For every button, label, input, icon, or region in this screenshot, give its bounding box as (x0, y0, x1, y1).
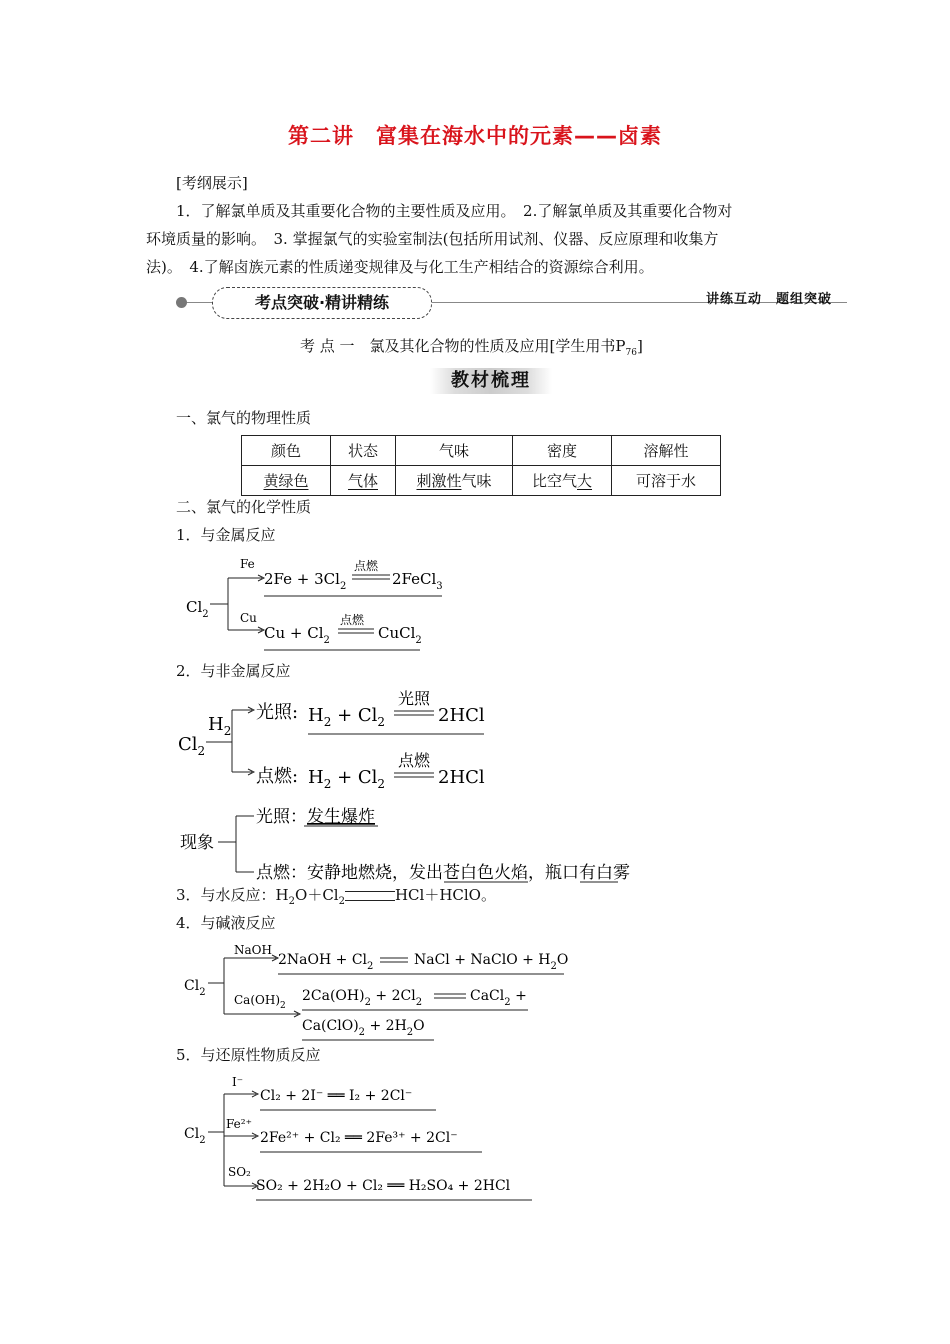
exam-outline-line1: 1．了解氯单质及其重要化合物的主要性质及应用。 2.了解氯单质及其重要化合物对 (176, 202, 733, 220)
reagent-caoh2: $Ca(OH)_2$ (234, 993, 286, 1011)
eq-so2: SO₂ + 2H₂O + Cl₂ ══ H₂SO₄ + 2HCl (256, 1178, 511, 1194)
exam-outline-line2: 环境质量的影响。 3. 掌握氯气的实验室制法(包括所用试剂、仪器、反应原理和收集方 (146, 230, 719, 248)
eq-cu-right: CuCl$_2$ (378, 624, 422, 646)
table-header-row (242, 436, 721, 466)
eq-caoh2-b: CaCl$_2$ + (470, 988, 527, 1008)
reagent-so2: SO₂ (228, 1165, 251, 1179)
eq-light-left: $H_2 + Cl_2$ (308, 705, 386, 729)
table-header: 状态 (331, 436, 396, 466)
phenomenon-light: 光照：发生爆炸 (256, 807, 375, 827)
cond-ignite: 点燃: (256, 766, 299, 787)
eq-fe2: 2Fe²⁺ + Cl₂ ══ 2Fe³⁺ + 2Cl⁻ (260, 1130, 458, 1146)
table-cell: 气体 (331, 466, 396, 496)
table-row (242, 466, 721, 496)
reagent-naoh: NaOH (234, 943, 272, 957)
sub5-heading: 5．与还原性物质反应 (176, 1046, 321, 1064)
cond-light: 光照: (256, 702, 299, 723)
table-cell: 可溶于水 (612, 466, 721, 496)
page-title: 第二讲 富集在海水中的元素——卤素 (288, 124, 662, 148)
eq-caoh2-c: $Ca(ClO)_2 + 2H_2O$ (302, 1018, 425, 1038)
section1-heading: 一、氯气的物理性质 (176, 409, 312, 427)
eq-ignite-left: $H_2 + Cl_2$ (308, 767, 386, 791)
cl2-label: $Cl_2$ (184, 978, 206, 998)
topic-heading: 考 点 一 氯及其化合物的性质及应用[学生用书$P_{76}$] (300, 337, 643, 358)
eq-naoh: 2NaOH + $Cl_2$ (278, 952, 374, 972)
eq-fe-left: $2Fe + 3Cl_2$ (264, 570, 347, 592)
eq-ignite-right: 2HCl (438, 767, 485, 788)
phenomenon-diagram (176, 796, 636, 886)
eq-naoh-right: NaCl + NaClO + $H_2O$ (414, 952, 569, 972)
reducing-reactions-diagram (180, 1072, 560, 1204)
reagent-h2: $H_2$ (208, 714, 232, 738)
reagent-cu: Cu (240, 611, 257, 625)
reagent-fe: Fe (240, 557, 255, 571)
sub2-heading: 2．与非金属反应 (176, 662, 291, 680)
banner-label: 考点突破·精讲精练 (212, 287, 432, 319)
cond-cu: 点燃 (340, 613, 365, 627)
exam-outline-line3: 法)。 4.了解卤族元素的性质递变规律及与化工生产相结合的资源综合利用。 (146, 258, 654, 276)
cond-ignite-top: 点燃 (398, 751, 431, 770)
base-reactions-diagram (180, 938, 580, 1042)
section2-heading: 二、氯气的化学性质 (176, 498, 312, 516)
sub1-heading: 1．与金属反应 (176, 526, 276, 544)
cond-fe: 点燃 (354, 559, 379, 573)
eq-iodide: Cl₂ + 2I⁻ ══ I₂ + 2Cl⁻ (260, 1088, 413, 1104)
physical-properties-table (241, 435, 721, 496)
table-cell: 刺激性气味 (396, 466, 513, 496)
eq-caoh2-a: $2Ca(OH)_2 + 2Cl_2$ (302, 988, 423, 1008)
metal-reactions-diagram (180, 552, 460, 656)
reagent-iodide: I⁻ (232, 1075, 244, 1089)
phenomenon-label: 现象 (180, 833, 214, 853)
eq-cu-left: $Cu + Cl_2$ (264, 624, 330, 646)
cl2-label: $Cl_2$ (184, 1126, 206, 1146)
cl2-label: $Cl_2$ (178, 734, 206, 758)
sub3-water: 3．与水反应：$H_2O+Cl_2$ HCl＋HClO。 (176, 886, 496, 907)
table-cell: 黄绿色 (242, 466, 331, 496)
banner-dot (176, 297, 187, 308)
cond-light-top: 光照 (398, 689, 431, 708)
table-header: 溶解性 (612, 436, 721, 466)
table-header: 密度 (513, 436, 612, 466)
nonmetal-reactions-diagram (176, 686, 496, 794)
sub4-heading: 4．与碱液反应 (176, 914, 276, 932)
eq-light-right: 2HCl (438, 705, 485, 726)
table-header: 颜色 (242, 436, 331, 466)
eq-fe-right: 2FeCl$_3$ (392, 570, 443, 592)
table-header: 气味 (396, 436, 513, 466)
cl2-label: $Cl_2$ (186, 598, 209, 620)
jiaocai-banner: 教材梳理 (430, 368, 552, 394)
reagent-fe2: Fe²⁺ (226, 1117, 252, 1131)
phenomenon-ignite: 点燃：安静地燃烧，发出苍白色火焰，瓶口有白雾 (256, 863, 630, 883)
table-cell: 比空气大 (513, 466, 612, 496)
banner-right-text: 讲练互动 题组突破 (706, 292, 833, 307)
exam-outline-heading: [考纲展示] (176, 174, 248, 192)
